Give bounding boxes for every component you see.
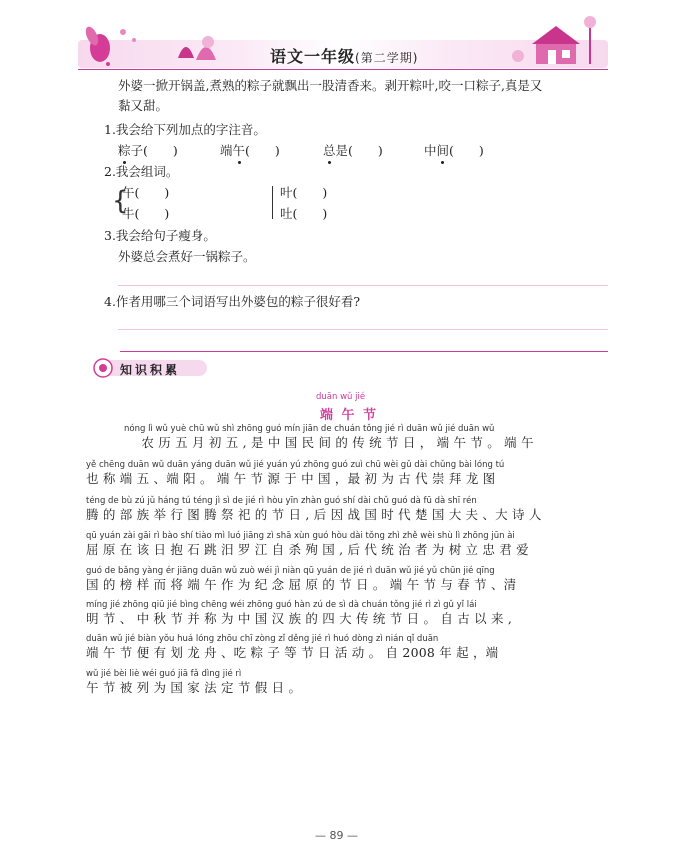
essay-pinyin-line: guó de bǎng yàng ér jiāng duān wǔ zuò wéi jì niàn qū yuán de jié rì duān wǔ jié yǔ chūn jié qīng [86,566,495,576]
emphasis-dot [238,161,241,164]
emphasis-dot [441,161,444,164]
header-decoration-right [508,12,608,70]
essay-text-line: 端 午 节 便 有 划 龙 舟 、吃 粽 子 等 节 日 活 动 。 自 2008 年 起 ，端 [86,645,499,660]
passage-line-2: 黏又甜。 [118,98,169,113]
header-rule [78,69,608,70]
essay-text-line: 国 的 榜 样 而 将 端 午 作 为 纪 念 屈 原 的 节 日 。 端 午 节 与 春 节 、清 [86,577,517,592]
question-1-item-3[interactable]: 总是( ) [323,143,383,158]
knowledge-title: 知识积累 [120,363,181,377]
essay-pinyin-line: míng jié zhōng qiū jié bìng chēng wéi zhōng guó hàn zú de sì dà chuán tǒng jié rì zì gǔ yǐ lái [86,600,477,610]
essay-text-line: 明 节 、 中 秋 节 并 称 为 中 国 汉 族 的 四 大 传 统 节 日 。 自 古 以 来 , [86,611,513,626]
passage-line-1: 外婆一掀开锅盖,煮熟的粽子就飘出一股清香来。剥开粽叶,咬一口粽子,真是又 [118,78,543,93]
essay-title: 端 午 节 [320,408,379,423]
question-2-label: 2.我会组词。 [104,164,179,179]
question-1-label: 1.我会给下列加点的字注音。 [104,122,266,137]
essay-pinyin-line: yě chēng duān wǔ duān yáng duān wǔ jié yuán yú zhōng guó zuì chū wèi gǔ dài chǔng bài lóng tú [86,460,505,470]
header-subtitle: (第二学期) [355,51,419,65]
header-decoration-left [78,18,248,70]
question-2-left-2[interactable]: 牛( ) [122,206,170,221]
question-1-item-2[interactable]: 端午( ) [220,143,280,158]
header-title [270,44,418,67]
essay-text-line: 腾 的 部 族 举 行 图 腾 祭 祀 的 节 日 , 后 因 战 国 时 代 楚 国 大 夫 、大 诗 人 [86,507,542,522]
question-3-label: 3.我会给句子瘦身。 [104,228,216,243]
essay-pinyin-line: qū yuán zài gāi rì bào shí tiào mì luó jiāng zì shā xùn guó hòu dài tǒng zhì zhě wèi shù lì zhōng jūn ài [86,531,515,541]
header-title-main: 语文一年级 [270,47,356,66]
question-1-item-4[interactable]: 中间( ) [424,143,484,158]
essay-text-line: 也 称 端 五 、端 阳 。 端 午 节 源 于 中 国 ，最 初 为 古 代 崇 拜 龙 图 [86,471,496,486]
question-4-label: 4.作者用哪三个词语写出外婆包的粽子很好看? [104,294,361,309]
question-2-left-1[interactable]: 午( ) [122,185,170,200]
question-3-sentence: 外婆总会煮好一锅粽子。 [118,249,256,264]
essay-pinyin-line: wǔ jié bèi liè wéi guó jiā fǎ dìng jié rì [86,669,242,679]
question-2-right-2[interactable]: 吐( ) [280,206,328,221]
question-2-right-1[interactable]: 叶( ) [280,185,328,200]
page-number: — 89 — [315,829,358,842]
right-bracket [272,186,279,219]
emphasis-dot [328,161,331,164]
essay-title-pinyin: duān wǔ jié [316,392,366,402]
essay-pinyin-line: téng de bù zú jǔ háng tú téng jì sì de jié rì hòu yīn zhàn guó shí dài chǔ guó dà fū dà shī rén [86,496,477,506]
answer-line [118,285,608,286]
question-1-item-1[interactable]: 粽子( ) [118,143,178,158]
answer-line [118,329,608,330]
essay-text-line: 屈 原 在 该 日 抱 石 跳 汨 罗 江 自 杀 殉 国 , 后 代 统 治 者 为 树 立 忠 君 爱 [86,542,529,557]
section-rule [120,351,608,352]
essay-text-line: 农 历 五 月 初 五 , 是 中 国 民 间 的 传 统 节 日 ， 端 午 节 。 端 午 [116,435,534,450]
essay-pinyin-line: duān wǔ jié biàn yǒu huá lóng zhōu chī zòng zǐ děng jié rì huó dòng zì nián qǐ duān [86,634,439,644]
left-brace: { [112,186,129,216]
essay-text-line: 午 节 被 列 为 国 家 法 定 节 假 日 。 [86,680,302,695]
essay-pinyin-line: nóng lì wǔ yuè chū wǔ shì zhōng guó mín jiān de chuán tǒng jié rì duān wǔ jié duān wǔ [124,424,495,434]
